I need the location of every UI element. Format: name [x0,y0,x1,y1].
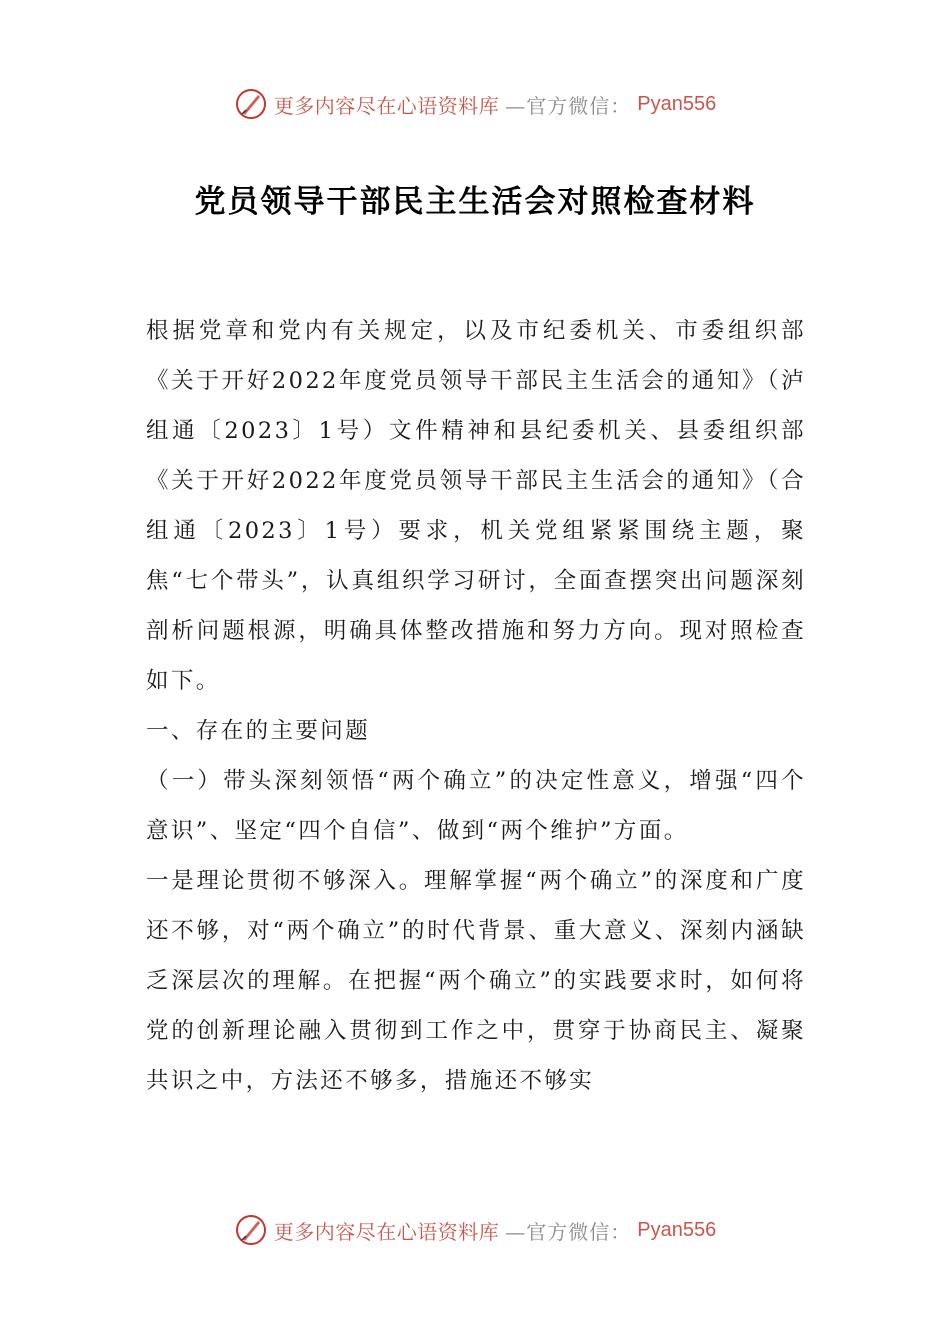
feather-logo-icon [234,1213,268,1247]
paragraph-intro: 根据党章和党内有关规定，以及市纪委机关、市委组织部《关于开好2022年度党员领导干部民主生活会的通知》（泸组通〔2023〕1号）文件精神和县纪委机关、县委组织部《关于开好2022年度党员领导干部民主生活会的通知》（合组通〔2023〕1号）要求，机关党组紧紧围绕主题，聚焦“七个带头”，认真组织学习研讨，全面查摆突出问题深刻剖析问题根源，明确具体整改措施和努力方向。现对照检查如下。 [146,318,806,694]
section-heading: 一、存在的主要问题 [146,718,371,744]
paragraph-point-one: 一是理论贯彻不够深入。理解掌握“两个确立”的深度和广度还不够，对“两个确立”的时代背景、重大意义、深刻内涵缺乏深层次的理解。在把握“两个确立”的实践要求时，如何将党的创新理论融入贯彻到工作之中，贯穿于协商民主、凝聚共识之中，方法还不够多，措施还不够实 [146,868,806,1094]
watermark-separator: —官方微信： [505,93,632,118]
subsection-heading: （一）带头深刻领悟“两个确立”的决定性意义，增强“四个意识”、坚定“四个自信”、做到“两个维护”方面。 [146,768,806,844]
watermark-wechat-id: Pyan556 [637,1218,717,1241]
document-body [146,306,806,1106]
document-title: 党员领导干部民主生活会对照检查材料 [194,184,756,220]
footer-watermark [0,1208,950,1252]
header-watermark [0,82,950,126]
watermark-text: 更多内容尽在心语资料库 [273,1219,500,1244]
watermark-text: 更多内容尽在心语资料库 [273,93,500,118]
watermark-separator: —官方微信： [505,1219,632,1244]
feather-logo-icon [234,87,268,121]
watermark-wechat-id: Pyan556 [637,92,717,115]
